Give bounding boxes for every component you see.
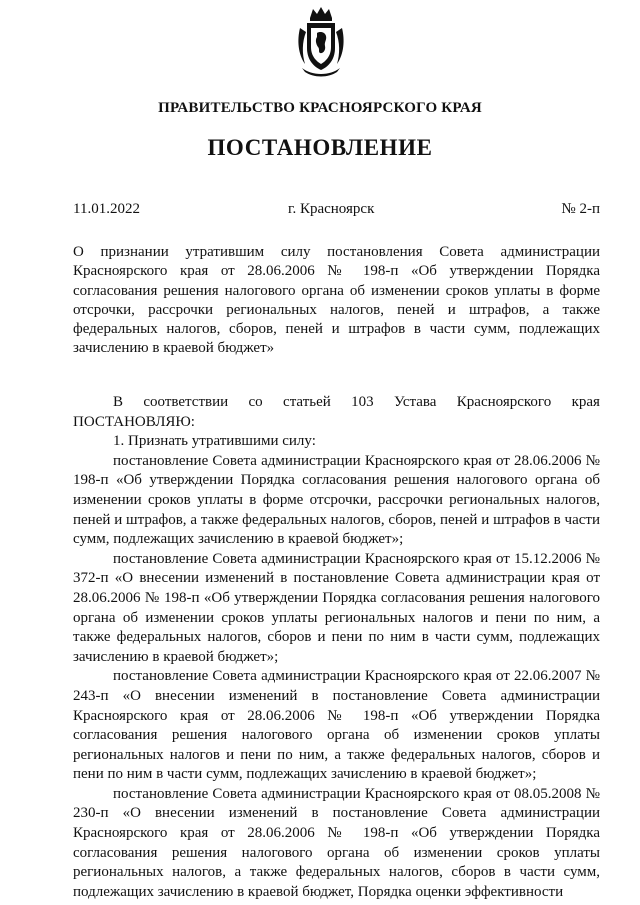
preamble-word: со xyxy=(248,394,263,410)
document-body xyxy=(73,393,600,902)
document-subject: О признании утратившим силу постановления Совета администрации Красноярского края от 28.06.2006 № 198-п «Об утверждении Порядка согласования решения налогового органа об изменении сроков уплаты в форме отсрочки, рассрочки региональных налогов, пеней и штрафов, а также федеральных налогов, сборов, пеней и штрафов в части сумм, подлежащих зачислению в краевой бюджет» xyxy=(73,244,600,357)
preamble-line xyxy=(73,393,600,413)
preamble-word: соответствии xyxy=(143,394,229,410)
document-number: № 2-п xyxy=(561,201,600,217)
document-date: 11.01.2022 xyxy=(73,201,140,217)
preamble-word: статьей xyxy=(283,394,331,410)
repealed-act-3: постановление Совета администрации Красноярского края от 22.06.2007 № 243-п «О внесении изменений в постановление Совета администрации Красноярского края от 28.06.2006 № 198-п «Об утверждении Порядка согласования решения налогового органа об изменении сроков уплаты региональных налогов и пени по ним, а также федеральных налогов, сборов и пени по ним в части сумм, подлежащих зачислению в краевой бюджет»; xyxy=(73,668,600,783)
item-1-title: 1. Признать утратившими силу: xyxy=(113,433,316,450)
coat-of-arms-emblem xyxy=(296,6,346,78)
preamble-word: Устава xyxy=(394,394,437,410)
preamble-word: края xyxy=(571,394,600,410)
repealed-act-4: постановление Совета администрации Красноярского края от 08.05.2008 № 230-п «О внесении изменений в постановление Совета администрации Красноярского края от 28.06.2006 № 198-п «Об утверждении Порядка согласования решения налогового органа об изменении сроков уплаты региональных налогов, а также федеральных налогов, сборов в части сумм, подлежащих зачислению в краевой бюджет, Порядка оценки эффективности xyxy=(73,785,600,900)
preamble-word: Красноярского xyxy=(456,394,552,410)
repealed-act-2: постановление Совета администрации Красноярского края от 15.12.2006 № 372-п «О внесении изменений в постановление Совета администрации края от 28.06.2006 № 198-п «Об утверждении Порядка согласования решения налогового органа об изменении сроков уплаты региональных налогов и пени по ним, а также федеральных налогов, сборов и пени по ним в части сумм, подлежащих зачислению в краевой бюджет»; xyxy=(73,550,600,665)
preamble-word: В xyxy=(113,394,124,410)
document-type-title: ПОСТАНОВЛЕНИЕ xyxy=(207,135,433,160)
preamble-word: 103 xyxy=(351,394,374,410)
document-city: г. Красноярск xyxy=(288,201,375,217)
repealed-act-1: постановление Совета администрации Красноярского края от 28.06.2006 № 198-п «Об утверждении Порядка согласования решения налогового органа об изменении сроков уплаты в форме отсрочки, рассрочки региональных налогов, пеней и штрафов, а также федеральных налогов, сборов, пеней и штрафов в части сумм, подлежащих зачислению в краевой бюджет»; xyxy=(73,452,600,548)
decree-word: ПОСТАНОВЛЯЮ: xyxy=(73,413,195,430)
government-title: ПРАВИТЕЛЬСТВО КРАСНОЯРСКОГО КРАЯ xyxy=(158,100,482,116)
document-meta-row xyxy=(73,201,600,221)
